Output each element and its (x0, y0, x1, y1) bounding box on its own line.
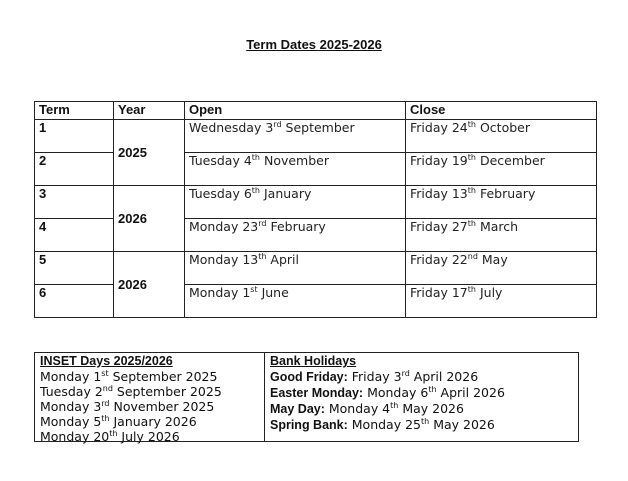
term-number: 6 (35, 285, 114, 318)
close-date: Friday 13th February (406, 186, 597, 219)
close-date: Friday 22nd May (406, 252, 597, 285)
term-number: 5 (35, 252, 114, 285)
close-date: Friday 27th March (406, 219, 597, 252)
term-number: 4 (35, 219, 114, 252)
list-item: Monday 5th January 2026 (40, 414, 197, 429)
term-number: 3 (35, 186, 114, 219)
year-cell: 2025 (114, 120, 185, 186)
open-date: Monday 1st June (185, 285, 406, 318)
list-item: Monday 1st September 2025 (40, 369, 218, 384)
table-row (35, 252, 597, 285)
header-open: Open (185, 102, 406, 120)
term-dates-table (34, 101, 597, 318)
header-term: Term (35, 102, 114, 120)
header-year: Year (114, 102, 185, 120)
table-row (35, 186, 597, 219)
header-close: Close (406, 102, 597, 120)
open-date: Monday 13th April (185, 252, 406, 285)
list-item: Easter Monday: Monday 6th April 2026 (270, 385, 505, 400)
holidays-box (34, 352, 579, 442)
list-item: Tuesday 2nd September 2025 (40, 384, 222, 399)
list-item: Monday 3rd November 2025 (40, 399, 215, 414)
table-header-row (35, 102, 597, 120)
term-number: 1 (35, 120, 114, 153)
list-item: Monday 20th July 2026 (40, 429, 180, 444)
term-number: 2 (35, 153, 114, 186)
close-date: Friday 24th October (406, 120, 597, 153)
open-date: Tuesday 6th January (185, 186, 406, 219)
table-row (35, 120, 597, 153)
year-cell: 2026 (114, 252, 185, 318)
close-date: Friday 17th July (406, 285, 597, 318)
bank-holidays-section (265, 353, 578, 441)
list-item: Spring Bank: Monday 25th May 2026 (270, 417, 495, 432)
inset-days-heading: INSET Days 2025/2026 (40, 354, 173, 368)
inset-days-section (35, 353, 265, 444)
bank-holidays-heading: Bank Holidays (270, 354, 357, 368)
open-date: Monday 23rd February (185, 219, 406, 252)
list-item: Good Friday: Friday 3rd April 2026 (270, 369, 479, 384)
open-date: Tuesday 4th November (185, 153, 406, 186)
close-date: Friday 19th December (406, 153, 597, 186)
list-item: May Day: Monday 4th May 2026 (270, 401, 464, 416)
open-date: Wednesday 3rd September (185, 120, 406, 153)
year-cell: 2026 (114, 186, 185, 252)
page-title: Term Dates 2025-2026 (246, 37, 382, 52)
